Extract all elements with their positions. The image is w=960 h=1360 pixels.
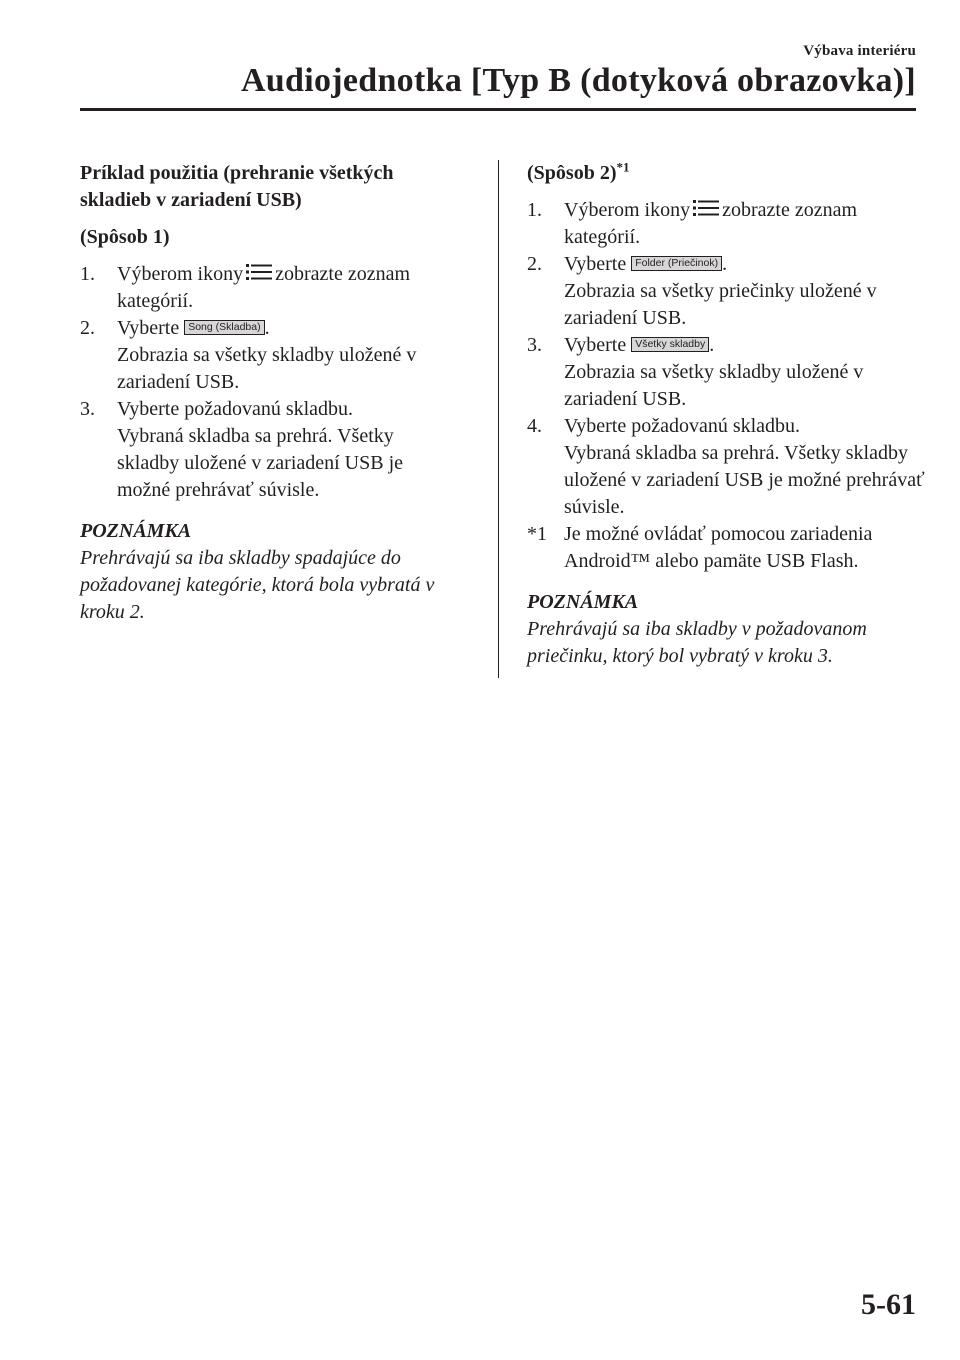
note-text: Prehrávajú sa iba skladby spadajúce do požadovanej kategórie, ktorá bola vybratá v kroku 2. [80, 547, 435, 623]
step-number: 2. [527, 253, 542, 275]
header-rule [80, 108, 916, 111]
step-text: zobrazte zoznam kategórií. [117, 263, 411, 312]
folder-button-label: Folder (Priečinok) [631, 256, 722, 271]
all-songs-button-label: Všetky skladby [631, 337, 709, 352]
step-text: Výberom ikony [564, 199, 691, 221]
example-heading: Príklad použitia (prehranie všetkých skladieb v zariadení USB) [80, 162, 394, 211]
step-item [527, 197, 927, 251]
step-item [527, 332, 927, 413]
note-title: POZNÁMKA [527, 591, 639, 613]
step-item [80, 396, 460, 504]
step-item [527, 251, 927, 332]
step-detail: Zobrazia sa všetky skladby uložené v zariadení USB. [564, 361, 864, 410]
step-text: Vyberte požadovanú skladbu. [564, 415, 801, 437]
section-label: Výbava interiéru [803, 43, 916, 59]
step-item [527, 413, 927, 521]
footnote-text: Je možné ovládať pomocou zariadenia Android™ alebo pamäte USB Flash. [564, 523, 873, 572]
step-number: 1. [527, 199, 542, 221]
song-button-label: Song (Skladba) [184, 320, 264, 335]
left-column [80, 160, 460, 626]
column-divider [498, 160, 499, 678]
page-number: 5-61 [861, 1288, 916, 1321]
method-2-steps [527, 197, 927, 575]
step-number: 4. [527, 415, 542, 437]
note-block [527, 589, 927, 670]
step-text: Vyberte [564, 334, 627, 356]
method-2-label: (Spôsob 2) [527, 162, 617, 184]
step-text: . [709, 334, 715, 356]
step-number: 3. [527, 334, 542, 356]
step-text: Vyberte požadovanú skladbu. [117, 398, 354, 420]
step-detail: Zobrazia sa všetky priečinky uložené v zariadení USB. [564, 280, 877, 329]
method-2-heading [527, 160, 927, 187]
footnote-mark: *1 [527, 523, 547, 545]
note-text: Prehrávajú sa iba skladby v požadovanom priečinku, ktorý bol vybratý v kroku 3. [527, 618, 867, 667]
method-1-heading: (Spôsob 1) [80, 226, 170, 248]
page-title: Audiojednotka [Typ B (dotyková obrazovka)] [240, 62, 916, 99]
step-text: . [264, 317, 270, 339]
step-text: Výberom ikony [117, 263, 244, 285]
step-text: . [722, 253, 728, 275]
step-text: zobrazte zoznam kategórií. [564, 199, 858, 248]
step-detail: Vybraná skladba sa prehrá. Všetky skladby uložené v zariadení USB je možné prehrávať súvisle. [564, 442, 925, 518]
list-icon [246, 263, 272, 281]
list-icon [693, 199, 719, 217]
footnote-ref: *1 [616, 159, 630, 175]
step-item [80, 261, 460, 315]
step-detail: Zobrazia sa všetky skladby uložené v zariadení USB. [117, 344, 417, 393]
method-1-steps [80, 261, 460, 504]
step-text: Vyberte [564, 253, 627, 275]
step-detail: Vybraná skladba sa prehrá. Všetky skladby uložené v zariadení USB je možné prehrávať súvisle. [117, 425, 404, 501]
step-text: Vyberte [117, 317, 180, 339]
right-column [527, 160, 927, 670]
step-item [80, 315, 460, 396]
step-number: 3. [80, 398, 95, 420]
step-number: 1. [80, 263, 95, 285]
footnote [527, 521, 927, 575]
note-block [80, 518, 460, 626]
step-number: 2. [80, 317, 95, 339]
note-title: POZNÁMKA [80, 520, 192, 542]
